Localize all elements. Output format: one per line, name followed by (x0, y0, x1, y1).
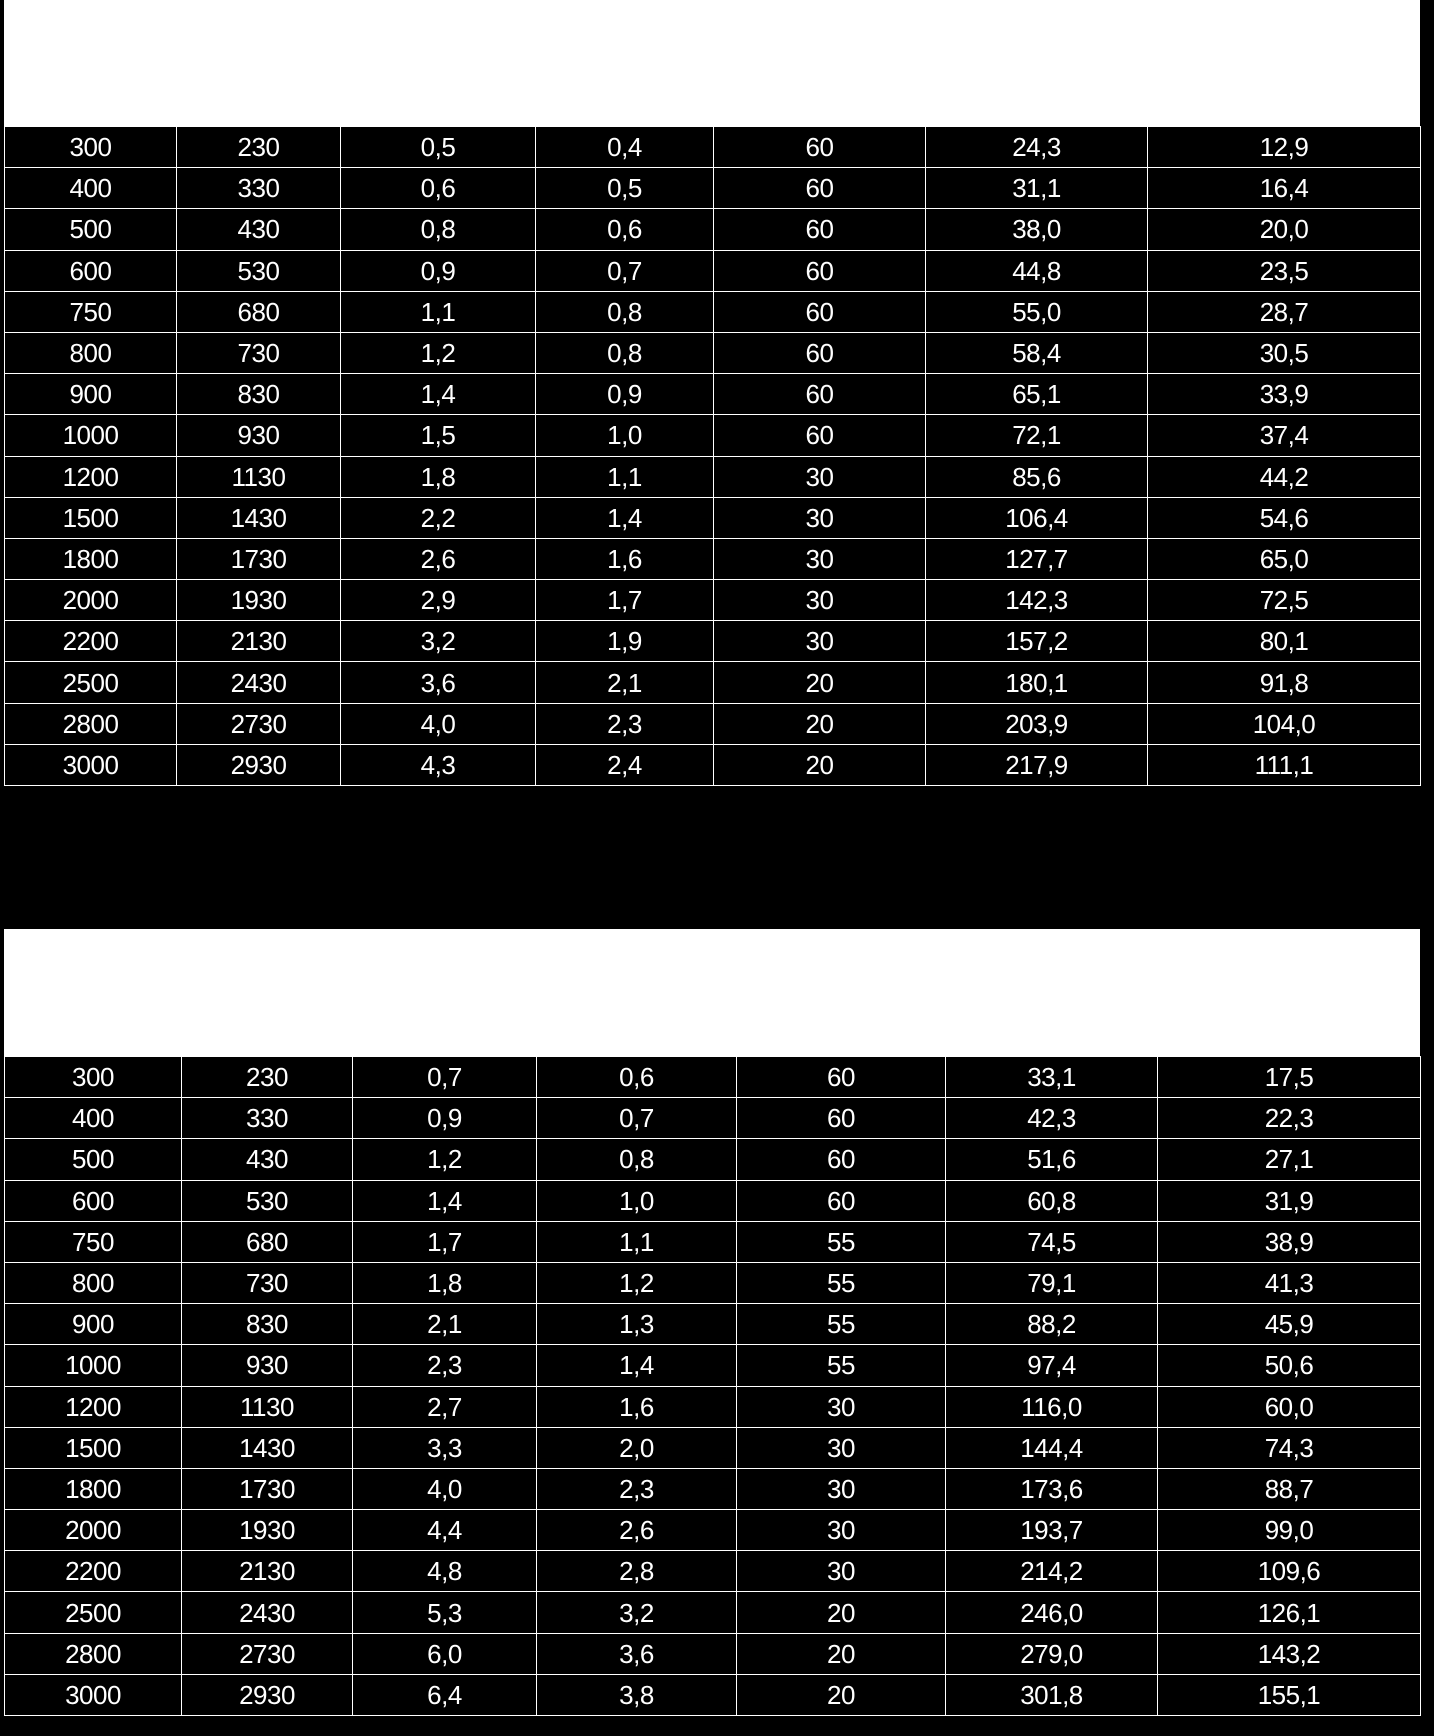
table-cell: 55 (737, 1262, 946, 1303)
table-row (5, 538, 1421, 579)
table-cell: 2,6 (341, 538, 536, 579)
table-cell: 430 (182, 1139, 353, 1180)
table-cell: 22,3 (1158, 1098, 1421, 1139)
table-row (5, 1468, 1421, 1509)
table-cell: 0,8 (341, 209, 536, 250)
table-cell: 38,0 (926, 209, 1148, 250)
table-cell: 1930 (182, 1510, 353, 1551)
table-cell: 1000 (5, 1345, 182, 1386)
table-cell: 79,1 (946, 1262, 1158, 1303)
table-2-body (5, 1057, 1421, 1716)
table-cell: 1,2 (353, 1139, 537, 1180)
table-cell: 1500 (5, 1427, 182, 1468)
table-row (5, 1510, 1421, 1551)
table-cell: 0,8 (536, 332, 714, 373)
table-cell: 20 (714, 744, 926, 785)
table-cell: 300 (5, 127, 177, 168)
table-cell: 2,2 (341, 497, 536, 538)
table-cell: 60,8 (946, 1180, 1158, 1221)
table-row (5, 456, 1421, 497)
table-cell: 99,0 (1158, 1510, 1421, 1551)
table-cell: 3000 (5, 1674, 182, 1715)
table-cell: 72,1 (926, 415, 1148, 456)
table-cell: 2,6 (537, 1510, 737, 1551)
table-cell: 80,1 (1148, 621, 1421, 662)
table-cell: 1,4 (353, 1180, 537, 1221)
table-cell: 60 (714, 127, 926, 168)
table-row (5, 1674, 1421, 1715)
table-cell: 60 (714, 332, 926, 373)
table-cell: 30 (714, 456, 926, 497)
table-cell: 0,5 (536, 168, 714, 209)
table-cell: 193,7 (946, 1510, 1158, 1551)
table-cell: 680 (182, 1221, 353, 1262)
table-cell: 1500 (5, 497, 177, 538)
table-cell: 1800 (5, 1468, 182, 1509)
table-cell: 50,6 (1158, 1345, 1421, 1386)
table-row (5, 250, 1421, 291)
table-cell: 60 (737, 1139, 946, 1180)
table-cell: 60 (714, 168, 926, 209)
table-cell: 88,7 (1158, 1468, 1421, 1509)
table-cell: 1930 (177, 580, 341, 621)
table-row (5, 1386, 1421, 1427)
table-cell: 116,0 (946, 1386, 1158, 1427)
table-cell: 4,0 (353, 1468, 537, 1509)
table-row (5, 415, 1421, 456)
table-cell: 1130 (177, 456, 341, 497)
table-cell: 55 (737, 1304, 946, 1345)
table-cell: 20,0 (1148, 209, 1421, 250)
table-cell: 830 (182, 1304, 353, 1345)
table-cell: 2730 (177, 703, 341, 744)
table-cell: 1,0 (537, 1180, 737, 1221)
table-cell: 1730 (182, 1468, 353, 1509)
table-cell: 60 (714, 415, 926, 456)
table-cell: 31,9 (1158, 1180, 1421, 1221)
table-cell: 3,8 (537, 1674, 737, 1715)
table-cell: 900 (5, 374, 177, 415)
table-cell: 30 (737, 1551, 946, 1592)
table-cell: 2500 (5, 662, 177, 703)
table-cell: 0,5 (341, 127, 536, 168)
table-cell: 30 (737, 1386, 946, 1427)
table-cell: 230 (182, 1057, 353, 1098)
table-cell: 0,7 (537, 1098, 737, 1139)
table-cell: 0,8 (536, 291, 714, 332)
table-cell: 1,9 (536, 621, 714, 662)
table-cell: 800 (5, 332, 177, 373)
table-row (5, 621, 1421, 662)
table-row (5, 1304, 1421, 1345)
table-cell: 33,1 (946, 1057, 1158, 1098)
table-cell: 60 (737, 1057, 946, 1098)
table-cell: 3,2 (537, 1592, 737, 1633)
table-cell: 38,9 (1158, 1221, 1421, 1262)
table-cell: 20 (714, 703, 926, 744)
table-cell: 2,3 (537, 1468, 737, 1509)
table-cell: 730 (177, 332, 341, 373)
table-cell: 1,7 (353, 1221, 537, 1262)
table-cell: 930 (177, 415, 341, 456)
table-cell: 127,7 (926, 538, 1148, 579)
table-cell: 51,6 (946, 1139, 1158, 1180)
table-cell: 20 (714, 662, 926, 703)
table-cell: 2800 (5, 1633, 182, 1674)
table-cell: 214,2 (946, 1551, 1158, 1592)
table-cell: 1,2 (341, 332, 536, 373)
table-cell: 1,0 (536, 415, 714, 456)
table-cell: 12,9 (1148, 127, 1421, 168)
table-cell: 301,8 (946, 1674, 1158, 1715)
table-cell: 20 (737, 1633, 946, 1674)
table-cell: 4,4 (353, 1510, 537, 1551)
table-cell: 126,1 (1158, 1592, 1421, 1633)
table-cell: 2,3 (353, 1345, 537, 1386)
table-cell: 0,6 (536, 209, 714, 250)
table-cell: 60 (714, 291, 926, 332)
table-cell: 2430 (182, 1592, 353, 1633)
table-cell: 500 (5, 209, 177, 250)
table-cell: 1,1 (536, 456, 714, 497)
table-cell: 60 (737, 1098, 946, 1139)
table-row (5, 209, 1421, 250)
table-cell: 5,3 (353, 1592, 537, 1633)
table-cell: 2800 (5, 703, 177, 744)
table-cell: 20 (737, 1592, 946, 1633)
table-cell: 4,3 (341, 744, 536, 785)
table-cell: 4,0 (341, 703, 536, 744)
table-cell: 41,3 (1158, 1262, 1421, 1303)
table-cell: 37,4 (1148, 415, 1421, 456)
table-cell: 1200 (5, 1386, 182, 1427)
table-cell: 30 (714, 497, 926, 538)
table-cell: 2,1 (536, 662, 714, 703)
table-cell: 54,6 (1148, 497, 1421, 538)
table-cell: 1,8 (353, 1262, 537, 1303)
table-cell: 45,9 (1158, 1304, 1421, 1345)
table-row (5, 1221, 1421, 1262)
table-cell: 900 (5, 1304, 182, 1345)
table-cell: 1200 (5, 456, 177, 497)
table-row (5, 374, 1421, 415)
table-cell: 3,6 (537, 1633, 737, 1674)
table-cell: 1,4 (536, 497, 714, 538)
table-cell: 6,0 (353, 1633, 537, 1674)
table-cell: 2,0 (537, 1427, 737, 1468)
table-cell: 1,8 (341, 456, 536, 497)
table-row (5, 703, 1421, 744)
table-cell: 2000 (5, 1510, 182, 1551)
table-cell: 230 (177, 127, 341, 168)
table-cell: 730 (182, 1262, 353, 1303)
table-cell: 60 (714, 250, 926, 291)
table-cell: 111,1 (1148, 744, 1421, 785)
table-cell: 3000 (5, 744, 177, 785)
table-cell: 2930 (182, 1674, 353, 1715)
table-1-header-band (4, 0, 1420, 126)
table-cell: 1,1 (341, 291, 536, 332)
table-cell: 0,6 (537, 1057, 737, 1098)
table-cell: 30 (737, 1510, 946, 1551)
table-cell: 0,4 (536, 127, 714, 168)
table-cell: 300 (5, 1057, 182, 1098)
table-cell: 2730 (182, 1633, 353, 1674)
table-cell: 17,5 (1158, 1057, 1421, 1098)
table-row (5, 662, 1421, 703)
table-cell: 217,9 (926, 744, 1148, 785)
table-cell: 143,2 (1158, 1633, 1421, 1674)
table-cell: 0,9 (341, 250, 536, 291)
table-cell: 44,2 (1148, 456, 1421, 497)
table-cell: 750 (5, 291, 177, 332)
table-row (5, 291, 1421, 332)
table-cell: 2930 (177, 744, 341, 785)
table-cell: 106,4 (926, 497, 1148, 538)
table-cell: 142,3 (926, 580, 1148, 621)
table-row (5, 1262, 1421, 1303)
table-cell: 0,7 (536, 250, 714, 291)
table-cell: 144,4 (946, 1427, 1158, 1468)
table-cell: 1730 (177, 538, 341, 579)
table-cell: 0,9 (353, 1098, 537, 1139)
table-row (5, 1633, 1421, 1674)
table-cell: 1,4 (537, 1345, 737, 1386)
table-cell: 31,1 (926, 168, 1148, 209)
table-cell: 65,1 (926, 374, 1148, 415)
table-cell: 4,8 (353, 1551, 537, 1592)
table-cell: 1800 (5, 538, 177, 579)
table-cell: 1,4 (341, 374, 536, 415)
table-cell: 2000 (5, 580, 177, 621)
table-cell: 2200 (5, 1551, 182, 1592)
table-cell: 1,2 (537, 1262, 737, 1303)
table-cell: 1130 (182, 1386, 353, 1427)
table-cell: 3,2 (341, 621, 536, 662)
table-cell: 74,5 (946, 1221, 1158, 1262)
table-row (5, 1098, 1421, 1139)
table-row (5, 332, 1421, 373)
table-cell: 1,6 (537, 1386, 737, 1427)
table-cell: 830 (177, 374, 341, 415)
table-1-body (5, 127, 1421, 786)
table-cell: 6,4 (353, 1674, 537, 1715)
table-cell: 930 (182, 1345, 353, 1386)
table-cell: 60 (714, 374, 926, 415)
table-cell: 530 (177, 250, 341, 291)
table-cell: 44,8 (926, 250, 1148, 291)
table-cell: 104,0 (1148, 703, 1421, 744)
table-cell: 30 (714, 580, 926, 621)
table-cell: 0,7 (353, 1057, 537, 1098)
table-cell: 3,6 (341, 662, 536, 703)
table-cell: 33,9 (1148, 374, 1421, 415)
table-cell: 1000 (5, 415, 177, 456)
table-cell: 27,1 (1158, 1139, 1421, 1180)
table-cell: 2,7 (353, 1386, 537, 1427)
table-cell: 30 (714, 621, 926, 662)
table-cell: 2,8 (537, 1551, 737, 1592)
table-cell: 60,0 (1158, 1386, 1421, 1427)
table-cell: 2,3 (536, 703, 714, 744)
table-cell: 72,5 (1148, 580, 1421, 621)
table-cell: 91,8 (1148, 662, 1421, 703)
table-cell: 1,3 (537, 1304, 737, 1345)
table-cell: 3,3 (353, 1427, 537, 1468)
table-cell: 157,2 (926, 621, 1148, 662)
table-cell: 24,3 (926, 127, 1148, 168)
table-cell: 203,9 (926, 703, 1148, 744)
table-cell: 500 (5, 1139, 182, 1180)
table-cell: 0,8 (537, 1139, 737, 1180)
table-cell: 2,4 (536, 744, 714, 785)
table-cell: 30 (737, 1427, 946, 1468)
table-cell: 600 (5, 1180, 182, 1221)
table-cell: 155,1 (1158, 1674, 1421, 1715)
table-2-header-band (4, 929, 1420, 1056)
table-cell: 1,6 (536, 538, 714, 579)
table-cell: 2,9 (341, 580, 536, 621)
table-cell: 1430 (182, 1427, 353, 1468)
table-cell: 109,6 (1158, 1551, 1421, 1592)
table-cell: 23,5 (1148, 250, 1421, 291)
table-cell: 55 (737, 1221, 946, 1262)
table-row (5, 497, 1421, 538)
table-cell: 1,7 (536, 580, 714, 621)
table-row (5, 580, 1421, 621)
table-cell: 330 (182, 1098, 353, 1139)
table-cell: 85,6 (926, 456, 1148, 497)
table-1 (4, 126, 1421, 786)
table-cell: 65,0 (1148, 538, 1421, 579)
table-row (5, 127, 1421, 168)
table-cell: 16,4 (1148, 168, 1421, 209)
table-cell: 2130 (177, 621, 341, 662)
table-cell: 279,0 (946, 1633, 1158, 1674)
table-cell: 400 (5, 1098, 182, 1139)
table-cell: 600 (5, 250, 177, 291)
table-cell: 680 (177, 291, 341, 332)
table-cell: 28,7 (1148, 291, 1421, 332)
table-cell: 60 (714, 209, 926, 250)
table-cell: 55,0 (926, 291, 1148, 332)
table-cell: 400 (5, 168, 177, 209)
table-cell: 42,3 (946, 1098, 1158, 1139)
table-row (5, 1180, 1421, 1221)
table-row (5, 1345, 1421, 1386)
table-row (5, 1427, 1421, 1468)
table-cell: 74,3 (1158, 1427, 1421, 1468)
table-cell: 2200 (5, 621, 177, 662)
table-cell: 330 (177, 168, 341, 209)
table-cell: 750 (5, 1221, 182, 1262)
table-cell: 0,9 (536, 374, 714, 415)
table-cell: 0,6 (341, 168, 536, 209)
table-block-2 (4, 929, 1420, 1716)
table-cell: 1,1 (537, 1221, 737, 1262)
table-cell: 30,5 (1148, 332, 1421, 373)
table-cell: 20 (737, 1674, 946, 1715)
table-row (5, 1592, 1421, 1633)
table-row (5, 1551, 1421, 1592)
table-cell: 530 (182, 1180, 353, 1221)
table-cell: 180,1 (926, 662, 1148, 703)
table-cell: 55 (737, 1345, 946, 1386)
table-cell: 60 (737, 1180, 946, 1221)
table-row (5, 744, 1421, 785)
table-cell: 800 (5, 1262, 182, 1303)
table-row (5, 1139, 1421, 1180)
table-2 (4, 1056, 1421, 1716)
table-cell: 1,5 (341, 415, 536, 456)
table-cell: 430 (177, 209, 341, 250)
table-cell: 30 (737, 1468, 946, 1509)
table-cell: 97,4 (946, 1345, 1158, 1386)
table-cell: 88,2 (946, 1304, 1158, 1345)
table-cell: 1430 (177, 497, 341, 538)
table-cell: 30 (714, 538, 926, 579)
table-cell: 2,1 (353, 1304, 537, 1345)
table-cell: 246,0 (946, 1592, 1158, 1633)
table-cell: 2130 (182, 1551, 353, 1592)
table-row (5, 1057, 1421, 1098)
table-cell: 2430 (177, 662, 341, 703)
table-row (5, 168, 1421, 209)
table-cell: 2500 (5, 1592, 182, 1633)
table-cell: 58,4 (926, 332, 1148, 373)
table-cell: 173,6 (946, 1468, 1158, 1509)
table-block-1 (4, 0, 1420, 786)
